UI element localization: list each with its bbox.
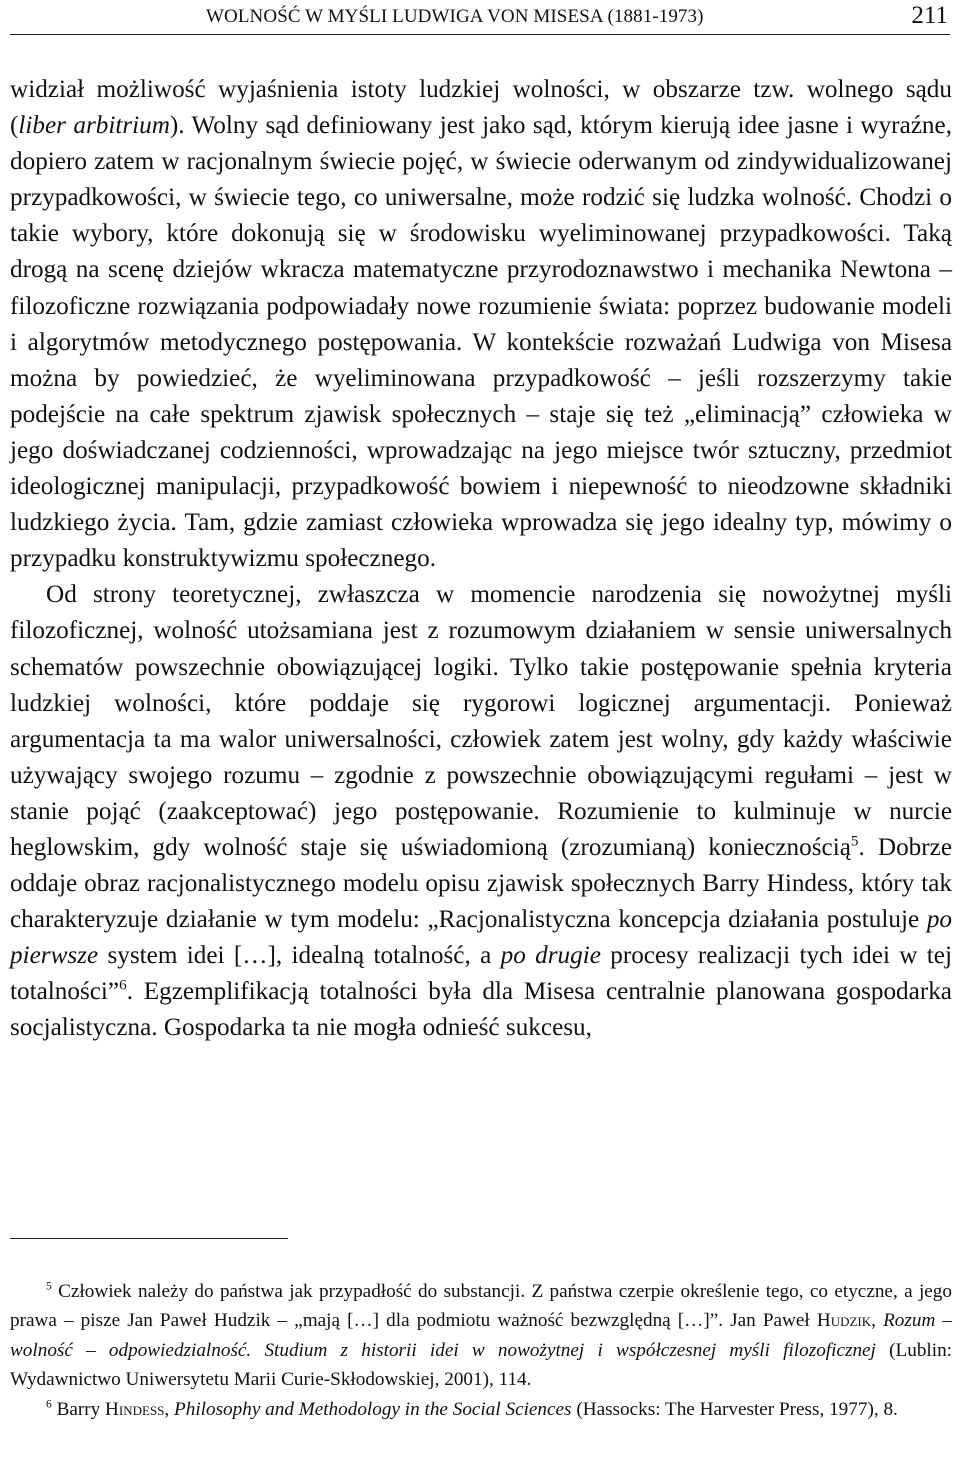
- text-run: Od strony teoretycznej, zwłaszcza w momencie narodzenia się nowożytnej myśli filozoficznej, wolność utożsamiana jest z rozumowym działaniem w sensie uniwersalnych schematów powszechnie obowiązującej logiki. Tylko takie postępowanie spełnia kryteria ludzkiej wolności, które poddaje się rygorowi logicznej argumentacji. Ponieważ argumentacja ta ma walor uniwersalności, człowiek zatem jest wolny, gdy każdy właściwie używający swojego rozumu – zgodnie z powszechnie obowiązującymi regułami – jest w stanie pojąć (zaakceptować) jego postępowanie. Rozumienie to kulminuje w nurcie heglowskim, gdy wolność staje się uświadomioną (zrozumianą) koniecznością: [10, 581, 952, 861]
- footnote-number: 5: [46, 1280, 52, 1293]
- italic-term: po drugie: [500, 942, 601, 970]
- text-run: ). Wolny sąd definiowany jest jako sąd, którym kierują idee jasne i wyraźne, dopiero zatem w racjonalnym świecie pojęć, w świecie oderwanym od zindywidualizowanej przypadkowości, w świecie tego, co uniwersalne, może rodzić się ludzka wolność. Chodzi o takie wybory, które dokonują się w środowisku wyeliminowanej przypadkowości. Taką drogą na scenę dziejów wkracza matematyczne przyrodoznawstwo i mechanika Newtona – filozoficzne rozwiązania podpowiadały nowe rozumienie świata: poprzez budowanie modeli i algorytmów metodycznego postępowania. W kontekście rozważań Ludwiga von Misesa można by powiedzieć, że wyeliminowana przypadkowość – jeśli rozszerzymy takie podejście na całe spektrum zjawisk społecznych – staje się też „eliminacją” człowieka w jego doświadczanej codzienności, wprowadzając na jego miejsce twór sztuczny, przedmiot ideologicznej manipulacji, przypadkowość bowiem i niepewność to nieodzowne składniki ludzkiego życia. Tam, gdzie zamiast człowieka wprowadza się jego idealny typ, mówimy o przypadku konstruktywizmu społecznego.: [10, 112, 952, 573]
- italic-term: po pierwsze: [10, 906, 952, 970]
- footnotes: [10, 1277, 952, 1424]
- main-text: [10, 72, 952, 1047]
- author-name: Hindess: [105, 1398, 165, 1420]
- text-run: ,: [871, 1310, 884, 1332]
- italic-term: liber arbitrium: [18, 112, 170, 140]
- running-header: [10, 2, 950, 32]
- text-run: (Hassocks: The Harvester Press, 1977), 8.: [571, 1398, 898, 1420]
- paragraph-2: [10, 577, 952, 1046]
- footnote-ref-6[interactable]: 6: [119, 977, 127, 994]
- page-number: 211: [911, 2, 948, 29]
- footnote-5: [10, 1277, 952, 1395]
- text-run: widział możliwość wyjaśnienia istoty ludzkiej wolności, w obszarze tzw. wolnego sądu (: [10, 76, 952, 140]
- footnote-number: 6: [46, 1398, 52, 1411]
- text-run: Człowiek należy do państwa jak przypadłość do substancji. Z państwa czerpie określenie tego, co etyczne, a jego prawa – pisze Jan Paweł Hudzik – „mają […] dla podmiotu ważność bezwzględną […]”. Jan Paweł: [10, 1281, 952, 1332]
- paragraph-1: [10, 72, 952, 577]
- header-rule: [10, 34, 950, 35]
- work-title: Philosophy and Methodology in the Social Sciences: [174, 1398, 572, 1420]
- footnote-rule: [10, 1238, 288, 1239]
- text-run: ,: [164, 1398, 175, 1420]
- footnote-ref-5[interactable]: 5: [850, 833, 859, 850]
- author-name: Hudzik: [816, 1310, 872, 1332]
- footnote-6: [10, 1395, 952, 1424]
- text-run: (Lublin: Wydawnictwo Uniwersytetu Marii Curie-Skłodowskiej, 2001), 114.: [10, 1339, 952, 1391]
- text-run: procesy realizacji tych idei w tej totalności”: [10, 942, 952, 1006]
- text-run: Barry: [51, 1398, 106, 1420]
- text-run: . Dobrze oddaje obraz racjonalistycznego modelu opisu zjawisk społecznych Barry Hindess, który tak charakteryzuje działanie w tym modelu: „Racjonalistyczna koncepcja działania postuluje: [10, 833, 953, 934]
- text-run: . Egzemplifikacją totalności była dla Misesa centralnie planowana gospodarka socjalistyczna. Gospodarka ta nie mogła odnieść sukcesu,: [10, 978, 952, 1042]
- work-title: Rozum – wolność – odpowiedzialność. Studium z historii idei w nowożytnej i współczesnej myśli filozoficznej: [10, 1310, 952, 1361]
- text-run: system idei […], idealną totalność, a: [98, 942, 501, 970]
- running-title: WOLNOŚĆ W MYŚLI LUDWIGA VON MISESA (1881-1973): [206, 6, 704, 27]
